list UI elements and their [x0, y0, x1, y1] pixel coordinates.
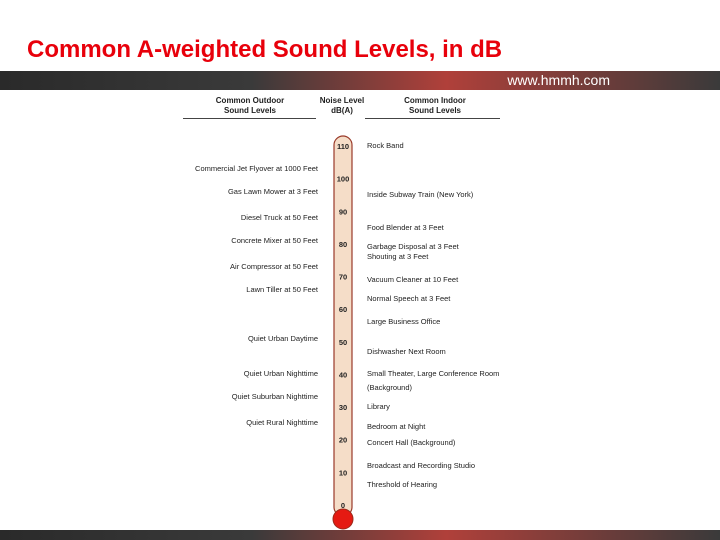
indoor-sound-label: Concert Hall (Background): [367, 437, 456, 447]
indoor-sound-label: Threshold of Hearing: [367, 480, 438, 490]
outdoor-sound-label: Quiet Suburban Nighttime: [231, 392, 318, 402]
tick-label-60: 60: [338, 305, 348, 315]
tick-label-70: 70: [338, 272, 348, 282]
noise-header-line1: Noise Level: [319, 96, 365, 105]
tick-label-40: 40: [338, 370, 348, 380]
outdoor-sound-label: Lawn Tiller at 50 Feet: [246, 284, 318, 294]
site-url: www.hmmh.com: [507, 72, 610, 88]
outdoor-header-line1: Common Outdoor: [215, 96, 285, 105]
outdoor-sound-label: Quiet Urban Daytime: [247, 333, 318, 343]
indoor-sound-label: Library: [367, 402, 390, 412]
indoor-sound-label: Garbage Disposal at 3 Feet: [367, 242, 459, 252]
outdoor-sound-label: Air Compressor at 50 Feet: [230, 261, 318, 271]
tick-label-0: 0: [340, 501, 346, 510]
outdoor-sound-label: Commercial Jet Flyover at 1000 Feet: [195, 163, 318, 173]
footer-band: [0, 530, 720, 540]
thermometer-tube: [334, 136, 352, 516]
indoor-sound-label: Shouting at 3 Feet: [367, 251, 429, 261]
noise-header-line2: dB(A): [331, 106, 353, 115]
indoor-sound-label: Rock Band: [367, 141, 404, 150]
tick-label-30: 30: [338, 403, 348, 413]
slide-title: Common A-weighted Sound Levels, in dB: [27, 36, 503, 63]
outdoor-sound-label: Diesel Truck at 50 Feet: [240, 212, 318, 222]
outdoor-sound-label: Quiet Urban Nighttime: [243, 369, 318, 379]
indoor-sound-label: Food Blender at 3 Feet: [367, 222, 444, 232]
indoor-sound-label: Small Theater, Large Conference Room: [367, 369, 500, 379]
indoor-sound-label: Vacuum Cleaner at 10 Feet: [367, 274, 459, 284]
indoor-header-line1: Common Indoor: [404, 96, 466, 105]
tick-label-50: 50: [338, 337, 348, 347]
tick-label-20: 20: [338, 435, 348, 445]
outdoor-sound-label: Quiet Rural Nighttime: [246, 418, 318, 428]
tick-label-110: 110: [336, 142, 350, 151]
outdoor-sound-label: Gas Lawn Mower at 3 Feet: [227, 186, 318, 196]
outdoor-sound-label: Concrete Mixer at 50 Feet: [231, 235, 318, 245]
tick-label-10: 10: [338, 468, 348, 478]
indoor-sound-label: Dishwasher Next Room: [367, 346, 446, 356]
tick-label-90: 90: [338, 207, 348, 217]
outdoor-header-line2: Sound Levels: [223, 106, 276, 115]
indoor-sound-label: Bedroom at Night: [367, 421, 426, 431]
indoor-header-line2: Sound Levels: [408, 106, 461, 115]
indoor-sound-label: (Background): [367, 382, 413, 392]
indoor-sound-label: Large Business Office: [367, 317, 441, 327]
tick-label-100: 100: [336, 174, 350, 184]
tick-label-80: 80: [338, 239, 348, 249]
indoor-sound-label: Normal Speech at 3 Feet: [367, 294, 451, 304]
indoor-sound-label: Broadcast and Recording Studio: [367, 460, 475, 470]
thermometer-bulb: [333, 509, 353, 529]
indoor-sound-label: Inside Subway Train (New York): [367, 189, 474, 199]
